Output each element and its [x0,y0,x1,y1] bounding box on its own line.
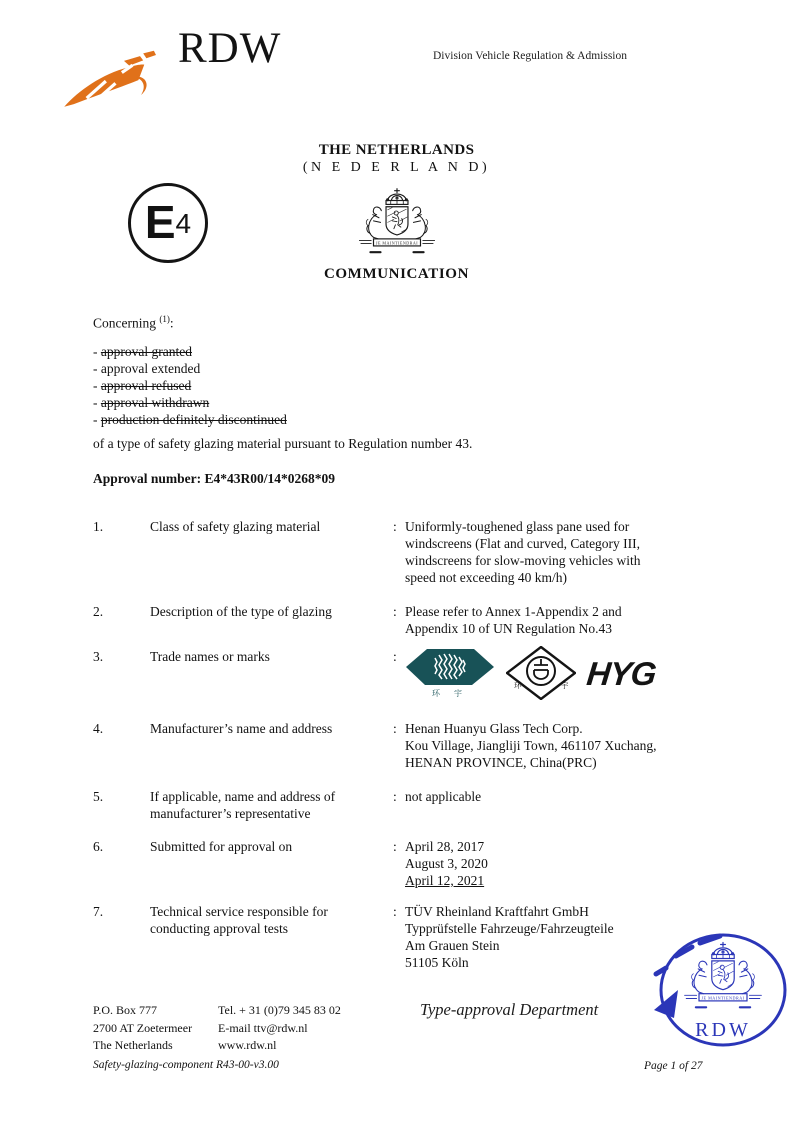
footer-address: P.O. Box 777 2700 AT Zoetermeer The Netherlands [93,1003,193,1052]
concerning-option: - approval granted [93,343,192,359]
concerning-option: - approval extended [93,360,201,376]
item-colon: : [393,649,397,664]
item-label: Class of safety glazing material [150,519,321,534]
concerning-heading [93,314,713,332]
hyg-wordmark: HYG [585,654,658,692]
item-row-7 [93,903,725,971]
footer-email: E-mail ttv@rdw.nl [218,1020,308,1035]
item-label: Manufacturer’s name and address [150,721,333,736]
item-label: Technical service responsible for conducting approval tests [150,904,328,936]
division-title: Division Vehicle Regulation & Admission [433,50,628,62]
item-label: Submitted for approval on [150,839,293,854]
item-value: Uniformly-toughened glass pane used for windscreens (Flat and curved, Category III, windscreens for slow-moving vehicles with speed not exceeding 40 km/h) [405,519,641,585]
item-row-4 [93,720,725,771]
trade-marks-group [405,648,725,700]
item-value: Henan Huanyu Glass Tech Corp. Kou Village, Jiangliji Town, 461107 Xuchang, HENAN PROVINCE, China(PRC) [405,721,657,770]
item-number: 1. [93,519,104,534]
underlined-date: April 12, 2021 [405,873,485,888]
item-number: 5. [93,789,104,804]
netherlands-coat-of-arms [350,186,444,262]
hexagon-mark-caption: 环 宇 [432,689,468,698]
item-row-1 [93,518,725,586]
item-number: 4. [93,721,104,736]
e4-approval-mark [128,183,208,263]
e-mark-number: 4 [175,208,192,239]
item-colon: : [393,904,397,919]
diamond-mark-caption-left: 环 [514,681,522,690]
item-colon: : [393,721,397,736]
rdw-approval-stamp [642,922,793,1060]
item-value: TÜV Rheinland Kraftfahrt GmbH Typprüfstelle Fahrzeuge/Fahrzeugteile Am Grauen Stein 51105 Köln [405,904,614,970]
item-value: Please refer to Annex 1-Appendix 2 and Appendix 10 of UN Regulation No.43 [405,604,622,636]
item-number: 3. [93,649,104,664]
item-value: not applicable [405,789,482,804]
footer-website: www.rdw.nl [218,1038,277,1052]
concerning-option: - approval refused [93,377,192,393]
item-label: If applicable, name and address of manufacturer’s representative [150,789,336,821]
footer-phone: Tel. + 31 (0)79 345 83 02 [218,1003,341,1017]
concerning-option: - approval withdrawn [93,394,210,410]
footnote-superscript: (1) [159,314,170,324]
huanyu-diamond-mark [506,646,576,700]
approval-number-line [93,471,713,487]
footer-contact [218,1002,341,1055]
item-number: 2. [93,604,104,619]
item-colon: : [393,604,397,619]
item-number: 7. [93,904,104,919]
e-mark-letter: E [144,195,176,248]
title-block [0,142,793,176]
subject-line: of a type of safety glazing material pursuant to Regulation number 43. [93,435,473,451]
concerning-section [93,314,713,487]
department-name: Type-approval Department [420,1000,599,1019]
concerning-colon: : [169,315,174,331]
item-value: April 28, 2017 August 3, 2020 April 12, 2021 [405,838,725,889]
item-colon: : [393,839,397,854]
country-title: THE NETHERLANDS [318,142,475,158]
item-row-5 [93,788,725,822]
country-native-title: (N E D E R L A N D) [302,160,491,175]
diamond-mark-caption-right: 宇 [561,681,569,690]
concerning-label: Concerning [93,315,156,331]
item-number: 6. [93,839,104,854]
page-number: Page 1 of 27 [644,1060,703,1072]
document-reference: Safety-glazing-component R43-00-v3.00 [93,1059,279,1071]
rdw-brand-text: RDW [178,25,282,72]
item-label: Description of the type of glazing [150,604,332,619]
huanyu-hexagon-mark [405,648,495,698]
rdw-feather-logo [60,46,172,112]
item-row-3 [93,648,725,700]
approval-number-label: Approval number: [93,470,202,486]
item-colon: : [393,789,397,804]
item-label: Trade names or marks [150,649,270,664]
stamp-brand-text: RDW [695,1019,751,1041]
item-colon: : [393,519,397,534]
approval-number-value: E4*43R00/14*0268*09 [204,470,336,486]
concerning-option: - production definitely discontinued [93,411,287,427]
document-type-title: COMMUNICATION [323,266,469,282]
item-row-6 [93,838,725,889]
item-row-2 [93,603,725,637]
